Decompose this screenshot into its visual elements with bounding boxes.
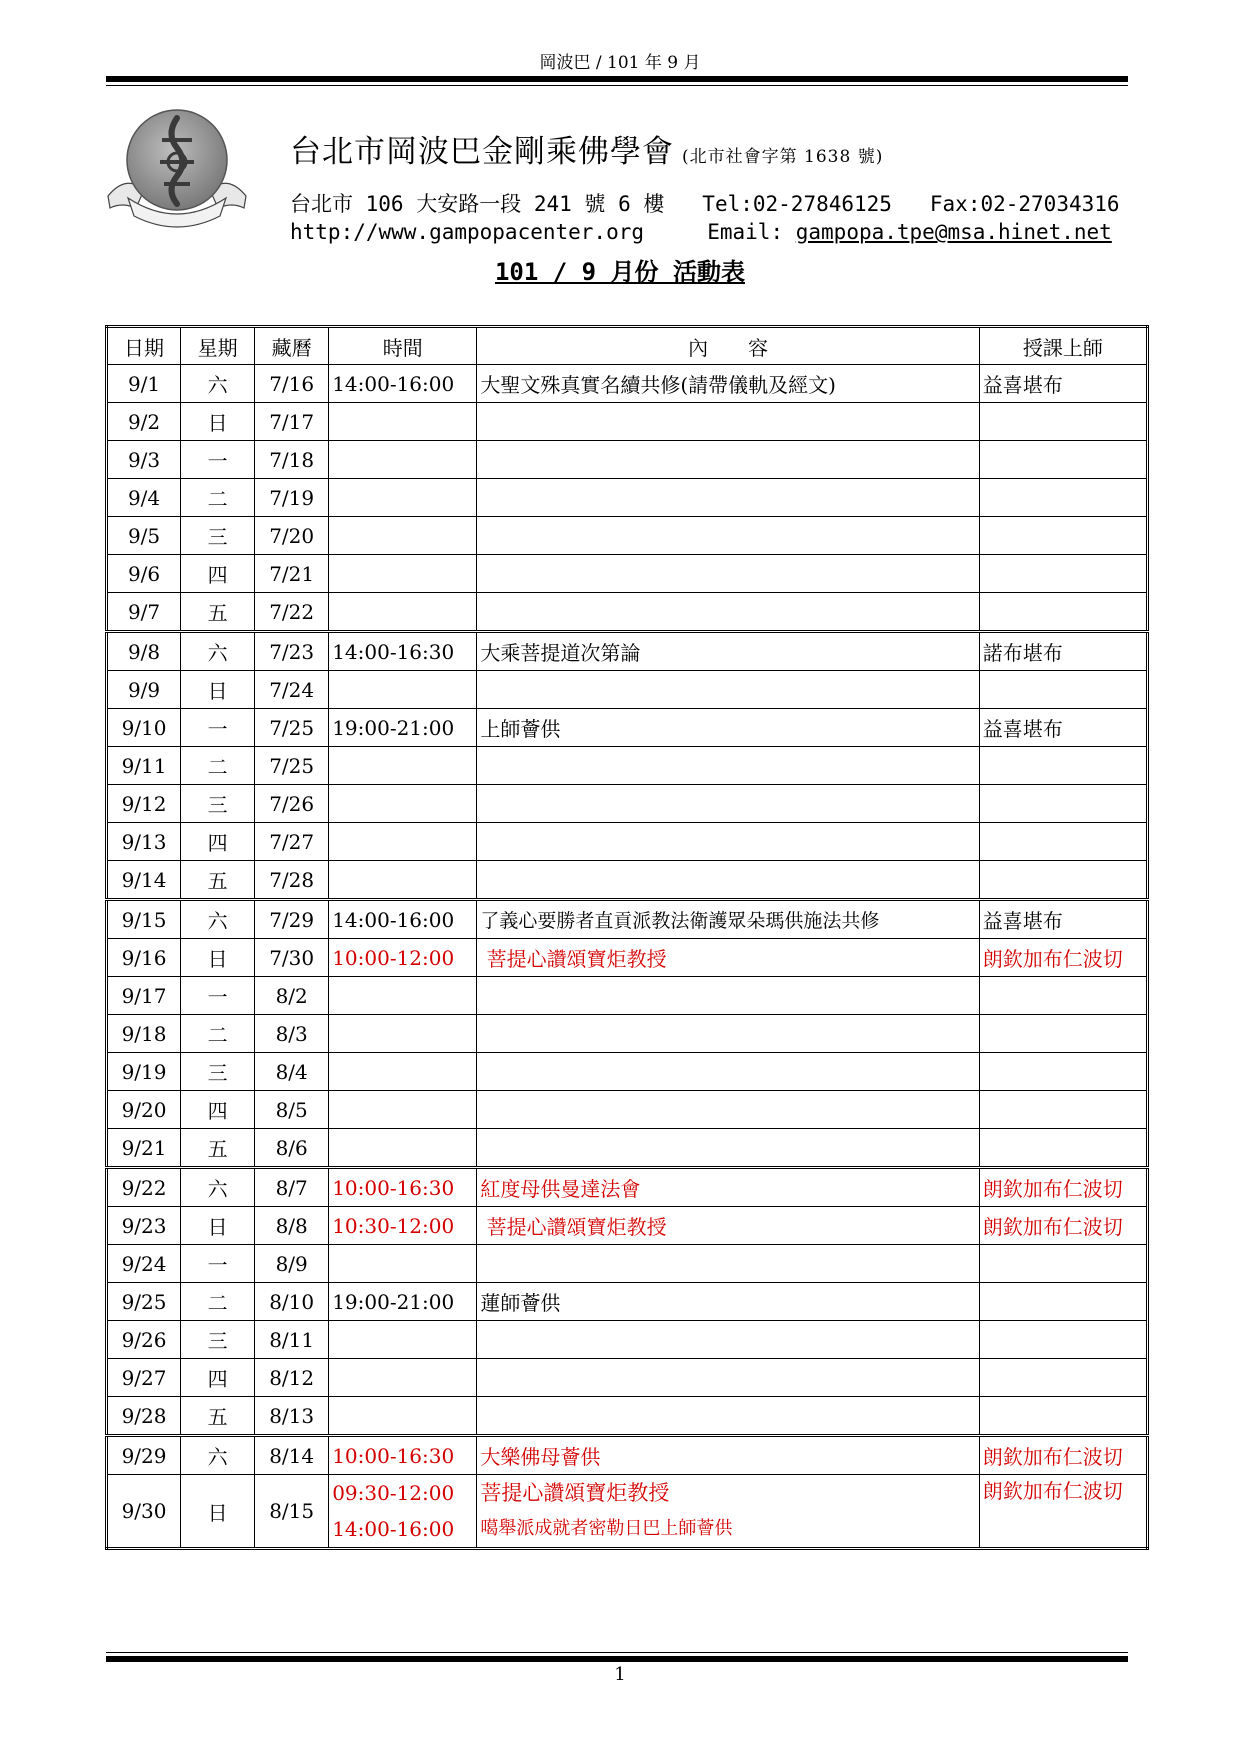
cell-date: 9/27 xyxy=(107,1359,181,1397)
cell-time xyxy=(329,861,477,900)
table-row xyxy=(107,900,1148,939)
cell-content xyxy=(477,747,979,785)
cell-lunar-date: 8/12 xyxy=(255,1359,329,1397)
cell-content xyxy=(477,441,979,479)
cell-weekday: 三 xyxy=(181,1053,255,1091)
table-row xyxy=(107,785,1148,823)
cell-time: 10:30-12:00 xyxy=(329,1207,477,1245)
cell-date: 9/23 xyxy=(107,1207,181,1245)
cell-content: 上師薈供 xyxy=(477,709,979,747)
cell-time xyxy=(329,1397,477,1436)
cell-lunar-date: 8/8 xyxy=(255,1207,329,1245)
schedule-title-text: 101 / 9 月份 活動表 xyxy=(494,258,746,286)
cell-time xyxy=(329,555,477,593)
column-header-weekday: 星期 xyxy=(181,327,255,365)
cell-weekday: 一 xyxy=(181,1245,255,1283)
cell-content: 了義心要勝者直貢派教法衛護眾朵瑪供施法共修 xyxy=(477,900,979,939)
table-row xyxy=(107,365,1148,403)
column-header-content: 內 容 xyxy=(477,327,979,365)
table-row xyxy=(107,1053,1148,1091)
cell-lunar-date: 7/22 xyxy=(255,593,329,632)
cell-date: 9/24 xyxy=(107,1245,181,1283)
cell-content: 菩提心讚頌寶炬教授 xyxy=(477,939,979,977)
cell-weekday: 日 xyxy=(181,1207,255,1245)
cell-content xyxy=(477,785,979,823)
cell-date: 9/21 xyxy=(107,1129,181,1168)
cell-date: 9/8 xyxy=(107,632,181,671)
cell-content xyxy=(477,1245,979,1283)
cell-weekday: 六 xyxy=(181,1168,255,1207)
cell-content xyxy=(477,479,979,517)
cell-weekday: 四 xyxy=(181,1359,255,1397)
cell-weekday: 二 xyxy=(181,479,255,517)
cell-content xyxy=(477,593,979,632)
cell-teacher: 益喜堪布 xyxy=(979,709,1147,747)
cell-date: 9/19 xyxy=(107,1053,181,1091)
header-rule-thick xyxy=(106,76,1128,82)
cell-date: 9/7 xyxy=(107,593,181,632)
cell-time: 19:00-21:00 xyxy=(329,1283,477,1321)
column-header-date: 日期 xyxy=(107,327,181,365)
website-link[interactable]: http://www.gampopacenter.org xyxy=(290,220,645,244)
cell-time xyxy=(329,517,477,555)
table-row xyxy=(107,593,1148,632)
cell-weekday: 三 xyxy=(181,785,255,823)
cell-weekday: 五 xyxy=(181,1129,255,1168)
header-rule-thin xyxy=(106,85,1128,86)
cell-teacher xyxy=(979,1091,1147,1129)
cell-lunar-date: 7/20 xyxy=(255,517,329,555)
cell-date: 9/28 xyxy=(107,1397,181,1436)
table-row xyxy=(107,1359,1148,1397)
cell-date: 9/25 xyxy=(107,1283,181,1321)
cell-date: 9/4 xyxy=(107,479,181,517)
cell-weekday: 日 xyxy=(181,671,255,709)
cell-weekday: 日 xyxy=(181,1475,255,1549)
cell-teacher xyxy=(979,555,1147,593)
column-header-time: 時間 xyxy=(329,327,477,365)
activity-text: 噶舉派成就者密勒日巴上師薈供 xyxy=(480,1518,733,1539)
table-row xyxy=(107,977,1148,1015)
cell-date: 9/5 xyxy=(107,517,181,555)
cell-content xyxy=(477,1359,979,1397)
cell-content xyxy=(477,977,979,1015)
cell-date: 9/12 xyxy=(107,785,181,823)
cell-lunar-date: 7/27 xyxy=(255,823,329,861)
cell-lunar-date: 8/3 xyxy=(255,1015,329,1053)
table-row xyxy=(107,709,1148,747)
cell-weekday: 六 xyxy=(181,365,255,403)
schedule-title xyxy=(0,252,1240,287)
cell-weekday: 日 xyxy=(181,403,255,441)
cell-lunar-date: 7/25 xyxy=(255,709,329,747)
cell-lunar-date: 7/25 xyxy=(255,747,329,785)
cell-weekday: 二 xyxy=(181,1015,255,1053)
cell-weekday: 二 xyxy=(181,747,255,785)
footer-rule-thick xyxy=(106,1656,1128,1662)
cell-time xyxy=(329,1091,477,1129)
time-slot: 09:30-12:00 xyxy=(332,1481,455,1505)
cell-time: 14:00-16:30 xyxy=(329,632,477,671)
cell-time: 10:00-16:30 xyxy=(329,1436,477,1475)
cell-teacher: 朗欽加布仁波切 xyxy=(979,939,1147,977)
cell-teacher: 朗欽加布仁波切 xyxy=(979,1436,1147,1475)
cell-lunar-date: 7/21 xyxy=(255,555,329,593)
cell-weekday: 二 xyxy=(181,1283,255,1321)
table-row xyxy=(107,747,1148,785)
address: 台北市 106 大安路一段 241 號 6 樓 xyxy=(290,192,665,216)
cell-teacher xyxy=(979,441,1147,479)
cell-teacher xyxy=(979,671,1147,709)
cell-lunar-date: 7/16 xyxy=(255,365,329,403)
cell-teacher: 益喜堪布 xyxy=(979,900,1147,939)
table-row xyxy=(107,1245,1148,1283)
table-row xyxy=(107,861,1148,900)
organization-name xyxy=(290,126,883,171)
cell-lunar-date: 8/11 xyxy=(255,1321,329,1359)
cell-content: 蓮師薈供 xyxy=(477,1283,979,1321)
cell-content xyxy=(477,1091,979,1129)
cell-content xyxy=(477,861,979,900)
cell-teacher: 朗欽加布仁波切 xyxy=(979,1475,1147,1549)
table-row xyxy=(107,479,1148,517)
table-row xyxy=(107,1207,1148,1245)
table-row xyxy=(107,1283,1148,1321)
cell-time: 14:00-16:00 xyxy=(329,900,477,939)
cell-content: 菩提心讚頌寶炬教授 xyxy=(477,1207,979,1245)
cell-lunar-date: 8/15 xyxy=(255,1475,329,1549)
page-number: 1 xyxy=(614,1664,626,1685)
table-row xyxy=(107,1436,1148,1475)
table-row xyxy=(107,1321,1148,1359)
table-row xyxy=(107,1475,1148,1549)
cell-content: 大樂佛母薈供 xyxy=(477,1436,979,1475)
cell-time: 14:00-16:00 xyxy=(329,365,477,403)
cell-teacher xyxy=(979,593,1147,632)
cell-teacher xyxy=(979,1321,1147,1359)
organization-logo xyxy=(106,104,248,232)
cell-lunar-date: 7/28 xyxy=(255,861,329,900)
cell-content xyxy=(477,1053,979,1091)
cell-content xyxy=(477,403,979,441)
cell-time xyxy=(329,479,477,517)
cell-time xyxy=(329,1321,477,1359)
cell-date: 9/29 xyxy=(107,1436,181,1475)
cell-lunar-date: 7/24 xyxy=(255,671,329,709)
cell-lunar-date: 8/2 xyxy=(255,977,329,1015)
schedule-table xyxy=(105,325,1149,1550)
cell-weekday: 五 xyxy=(181,1397,255,1436)
cell-lunar-date: 7/17 xyxy=(255,403,329,441)
cell-teacher xyxy=(979,977,1147,1015)
cell-time: 10:00-16:30 xyxy=(329,1168,477,1207)
cell-weekday: 五 xyxy=(181,861,255,900)
cell-content: 紅度母供曼達法會 xyxy=(477,1168,979,1207)
cell-content xyxy=(477,517,979,555)
cell-teacher xyxy=(979,479,1147,517)
cell-weekday: 四 xyxy=(181,823,255,861)
table-row xyxy=(107,441,1148,479)
email-label: Email: xyxy=(707,220,784,244)
cell-lunar-date: 8/7 xyxy=(255,1168,329,1207)
cell-teacher xyxy=(979,785,1147,823)
cell-lunar-date: 8/4 xyxy=(255,1053,329,1091)
table-row xyxy=(107,671,1148,709)
cell-teacher xyxy=(979,517,1147,555)
table-row xyxy=(107,632,1148,671)
cell-lunar-date: 7/19 xyxy=(255,479,329,517)
cell-date: 9/14 xyxy=(107,861,181,900)
cell-lunar-date: 8/14 xyxy=(255,1436,329,1475)
cell-weekday: 一 xyxy=(181,441,255,479)
table-row xyxy=(107,1129,1148,1168)
cell-time xyxy=(329,747,477,785)
table-row xyxy=(107,1168,1148,1207)
cell-date: 9/13 xyxy=(107,823,181,861)
cell-date: 9/6 xyxy=(107,555,181,593)
cell-content xyxy=(477,823,979,861)
cell-teacher xyxy=(979,1359,1147,1397)
cell-date: 9/1 xyxy=(107,365,181,403)
table-row xyxy=(107,517,1148,555)
cell-time: 19:00-21:00 xyxy=(329,709,477,747)
table-row xyxy=(107,403,1148,441)
cell-content xyxy=(477,1321,979,1359)
cell-teacher: 益喜堪布 xyxy=(979,365,1147,403)
cell-weekday: 四 xyxy=(181,1091,255,1129)
cell-teacher xyxy=(979,1129,1147,1168)
cell-lunar-date: 8/6 xyxy=(255,1129,329,1168)
cell-teacher xyxy=(979,861,1147,900)
cell-time xyxy=(329,1245,477,1283)
cell-time xyxy=(329,671,477,709)
cell-date: 9/17 xyxy=(107,977,181,1015)
cell-teacher xyxy=(979,747,1147,785)
cell-content xyxy=(477,671,979,709)
cell-time xyxy=(329,1053,477,1091)
telephone: Tel:02-27846125 xyxy=(702,192,892,216)
cell-lunar-date: 7/29 xyxy=(255,900,329,939)
cell-time xyxy=(329,1475,477,1549)
cell-time xyxy=(329,403,477,441)
cell-weekday: 六 xyxy=(181,1436,255,1475)
cell-content: 大聖文殊真實名續共修(請帶儀軌及經文) xyxy=(477,365,979,403)
cell-time xyxy=(329,1129,477,1168)
activity-text: 菩提心讚頌寶炬教授 xyxy=(480,1481,670,1505)
cell-weekday: 三 xyxy=(181,1321,255,1359)
email-link[interactable]: gampopa.tpe@msa.hinet.net xyxy=(795,220,1112,244)
cell-lunar-date: 7/26 xyxy=(255,785,329,823)
cell-date: 9/15 xyxy=(107,900,181,939)
cell-weekday: 一 xyxy=(181,709,255,747)
organization-title: 台北市岡波巴金剛乘佛學會 xyxy=(290,134,674,170)
cell-date: 9/16 xyxy=(107,939,181,977)
cell-time xyxy=(329,1015,477,1053)
cell-lunar-date: 8/13 xyxy=(255,1397,329,1436)
cell-date: 9/26 xyxy=(107,1321,181,1359)
registration-number: (北市社會字第 1638 號) xyxy=(682,147,884,167)
column-header-teacher: 授課上師 xyxy=(979,327,1147,365)
table-row xyxy=(107,1397,1148,1436)
cell-teacher xyxy=(979,823,1147,861)
cell-date: 9/30 xyxy=(107,1475,181,1549)
table-row xyxy=(107,1091,1148,1129)
cell-teacher xyxy=(979,1245,1147,1283)
cell-weekday: 六 xyxy=(181,900,255,939)
cell-weekday: 三 xyxy=(181,517,255,555)
table-row xyxy=(107,1015,1148,1053)
cell-lunar-date: 8/9 xyxy=(255,1245,329,1283)
cell-weekday: 五 xyxy=(181,593,255,632)
cell-time xyxy=(329,977,477,1015)
cell-content xyxy=(477,555,979,593)
cell-date: 9/3 xyxy=(107,441,181,479)
cell-teacher: 諾布堪布 xyxy=(979,632,1147,671)
table-row xyxy=(107,555,1148,593)
cell-date: 9/10 xyxy=(107,709,181,747)
cell-date: 9/11 xyxy=(107,747,181,785)
cell-teacher xyxy=(979,1015,1147,1053)
cell-lunar-date: 7/18 xyxy=(255,441,329,479)
fax: Fax:02-27034316 xyxy=(929,192,1120,216)
cell-teacher: 朗欽加布仁波切 xyxy=(979,1168,1147,1207)
cell-teacher xyxy=(979,1283,1147,1321)
cell-date: 9/20 xyxy=(107,1091,181,1129)
cell-content xyxy=(477,1397,979,1436)
cell-time xyxy=(329,441,477,479)
cell-lunar-date: 8/10 xyxy=(255,1283,329,1321)
cell-teacher xyxy=(979,403,1147,441)
cell-lunar-date: 8/5 xyxy=(255,1091,329,1129)
cell-weekday: 四 xyxy=(181,555,255,593)
cell-weekday: 一 xyxy=(181,977,255,1015)
cell-time: 10:00-12:00 xyxy=(329,939,477,977)
cell-time xyxy=(329,593,477,632)
table-row xyxy=(107,939,1148,977)
running-header: 岡波巴 / 101 年 9 月 xyxy=(539,53,701,73)
cell-date: 9/18 xyxy=(107,1015,181,1053)
time-slot: 14:00-16:00 xyxy=(332,1517,455,1541)
cell-teacher xyxy=(979,1397,1147,1436)
cell-weekday: 六 xyxy=(181,632,255,671)
cell-date: 9/2 xyxy=(107,403,181,441)
cell-date: 9/22 xyxy=(107,1168,181,1207)
cell-lunar-date: 7/30 xyxy=(255,939,329,977)
table-header-row xyxy=(107,327,1148,365)
footer-rule-thin xyxy=(106,1652,1128,1653)
cell-content: 大乘菩提道次第論 xyxy=(477,632,979,671)
contact-line-web xyxy=(290,220,1112,244)
schedule-body xyxy=(107,365,1148,1549)
cell-content xyxy=(477,1015,979,1053)
cell-content xyxy=(477,1129,979,1168)
cell-time xyxy=(329,1359,477,1397)
cell-content xyxy=(477,1475,979,1549)
cell-weekday: 日 xyxy=(181,939,255,977)
cell-time xyxy=(329,785,477,823)
cell-time xyxy=(329,823,477,861)
cell-teacher xyxy=(979,1053,1147,1091)
column-header-lunar: 藏曆 xyxy=(255,327,329,365)
cell-lunar-date: 7/23 xyxy=(255,632,329,671)
cell-teacher: 朗欽加布仁波切 xyxy=(979,1207,1147,1245)
table-row xyxy=(107,823,1148,861)
contact-line-address xyxy=(290,188,1120,218)
cell-date: 9/9 xyxy=(107,671,181,709)
